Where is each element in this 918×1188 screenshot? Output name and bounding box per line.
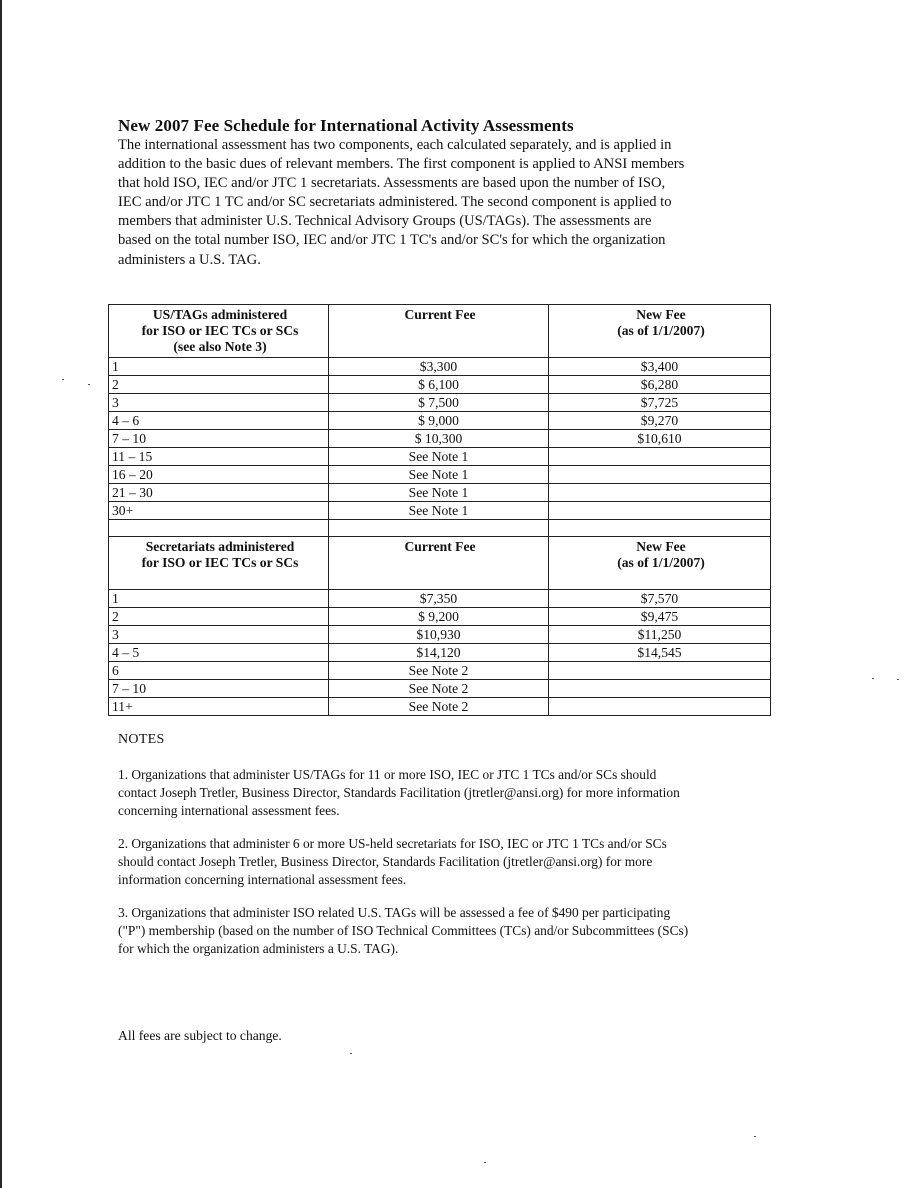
range-cell: 2 [109, 608, 329, 626]
intro-line: members that administer U.S. Technical Advisory Groups (US/TAGs). The assessments are [118, 213, 652, 230]
range-cell: 21 – 30 [109, 484, 329, 502]
fee-schedule-table [108, 304, 771, 716]
note-line: information concerning international assessment fees. [118, 872, 407, 887]
note-3 [118, 904, 768, 958]
new-fee-cell [549, 484, 771, 502]
scan-page-edge [0, 0, 2, 1188]
tag-range-header [109, 305, 329, 358]
note-1 [118, 766, 768, 820]
new-fee-cell: $14,545 [549, 644, 771, 662]
header-line: for ISO or IEC TCs or SCs [141, 323, 299, 338]
new-fee-cell: $9,475 [549, 608, 771, 626]
current-fee-cell: $ 9,200 [329, 608, 549, 626]
tag-current-fee-header [329, 305, 549, 358]
current-fee-cell: See Note 1 [329, 502, 549, 520]
header-line: New Fee [636, 539, 686, 554]
tag-row [109, 502, 771, 520]
new-fee-cell: $11,250 [549, 626, 771, 644]
range-cell: 1 [109, 358, 329, 376]
header-line: Current Fee [404, 307, 476, 322]
current-fee-cell: $ 9,000 [329, 412, 549, 430]
note-line: for which the organization administers a U.S. TAG). [118, 941, 399, 956]
scan-speck [754, 1136, 756, 1137]
header-line: (see also Note 3) [173, 339, 267, 354]
new-fee-cell [549, 680, 771, 698]
scan-speck [897, 679, 899, 680]
current-fee-cell: See Note 2 [329, 662, 549, 680]
scan-speck [88, 384, 90, 385]
current-fee-cell: $3,300 [329, 358, 549, 376]
range-cell: 11+ [109, 698, 329, 716]
tag-row [109, 484, 771, 502]
scan-speck [872, 678, 874, 679]
range-cell: 11 – 15 [109, 448, 329, 466]
tag-header-row [109, 305, 771, 358]
range-cell: 4 – 5 [109, 644, 329, 662]
range-cell: 2 [109, 376, 329, 394]
sec-row [109, 626, 771, 644]
note-line: 2. Organizations that administer 6 or more US-held secretariats for ISO, IEC or JTC 1 TCs and/or SCs [118, 836, 667, 851]
intro-paragraph [118, 136, 773, 270]
sec-row [109, 644, 771, 662]
current-fee-cell: $ 7,500 [329, 394, 549, 412]
tag-row [109, 448, 771, 466]
new-fee-cell: $10,610 [549, 430, 771, 448]
tag-row [109, 466, 771, 484]
current-fee-cell: See Note 1 [329, 484, 549, 502]
fees-disclaimer: All fees are subject to change. [118, 1028, 282, 1043]
current-fee-cell: $14,120 [329, 644, 549, 662]
intro-line: addition to the basic dues of relevant members. The first component is applied to ANSI members [118, 156, 685, 173]
current-fee-cell: See Note 2 [329, 680, 549, 698]
intro-line: The international assessment has two components, each calculated separately, and is applied in [118, 137, 672, 153]
header-line: (as of 1/1/2007) [617, 323, 705, 338]
range-cell: 7 – 10 [109, 680, 329, 698]
tag-row [109, 394, 771, 412]
new-fee-cell: $9,270 [549, 412, 771, 430]
note-line: contact Joseph Tretler, Business Director, Standards Facilitation (jtretler@ansi.org) for more information [118, 785, 680, 800]
sec-row [109, 608, 771, 626]
scan-speck [484, 1162, 486, 1163]
intro-line: administers a U.S. TAG. [118, 251, 261, 268]
current-fee-cell: $ 10,300 [329, 430, 549, 448]
current-fee-cell: $ 6,100 [329, 376, 549, 394]
range-cell: 3 [109, 626, 329, 644]
notes-heading: NOTES [118, 732, 165, 747]
range-cell: 30+ [109, 502, 329, 520]
scan-speck [62, 379, 64, 380]
secretariat-header-row [109, 537, 771, 590]
range-cell: 4 – 6 [109, 412, 329, 430]
range-cell: 16 – 20 [109, 466, 329, 484]
tag-row [109, 412, 771, 430]
header-line: (as of 1/1/2007) [617, 555, 705, 570]
intro-line: IEC and/or JTC 1 TC and/or SC secretariats administered. The second component is applied to [118, 194, 672, 211]
current-fee-cell: See Note 1 [329, 466, 549, 484]
header-line: for ISO or IEC TCs or SCs [141, 555, 299, 570]
current-fee-cell: See Note 2 [329, 698, 549, 716]
note-line: concerning international assessment fees. [118, 803, 340, 818]
current-fee-cell: $10,930 [329, 626, 549, 644]
note-line: 1. Organizations that administer US/TAGs for 11 or more ISO, IEC or JTC 1 TCs and/or SCs should [118, 767, 657, 782]
range-cell: 1 [109, 590, 329, 608]
range-cell: 3 [109, 394, 329, 412]
sec-range-header [109, 537, 329, 590]
tag-row [109, 376, 771, 394]
tag-rows [109, 358, 771, 520]
header-line: New Fee [636, 307, 686, 322]
new-fee-cell [549, 448, 771, 466]
intro-line: that hold ISO, IEC and/or JTC 1 secretariats. Assessments are based upon the number of ISO, [118, 175, 666, 192]
sec-row [109, 590, 771, 608]
range-cell: 6 [109, 662, 329, 680]
header-line: US/TAGs administered [152, 307, 288, 322]
header-line: Current Fee [404, 539, 476, 554]
new-fee-cell: $7,725 [549, 394, 771, 412]
spacer-row [109, 520, 771, 537]
intro-line: based on the total number ISO, IEC and/or JTC 1 TC's and/or SC's for which the organization [118, 232, 666, 249]
tag-new-fee-header [549, 305, 771, 358]
header-line: Secretariats administered [145, 539, 295, 554]
new-fee-cell [549, 662, 771, 680]
sec-current-fee-header [329, 537, 549, 590]
range-cell: 7 – 10 [109, 430, 329, 448]
note-line: should contact Joseph Tretler, Business Director, Standards Facilitation (jtretler@ansi.org) for more [118, 854, 653, 869]
new-fee-cell: $7,570 [549, 590, 771, 608]
new-fee-cell [549, 698, 771, 716]
sec-row [109, 680, 771, 698]
new-fee-cell: $6,280 [549, 376, 771, 394]
tag-row [109, 430, 771, 448]
current-fee-cell: $7,350 [329, 590, 549, 608]
current-fee-cell: See Note 1 [329, 448, 549, 466]
sec-row [109, 662, 771, 680]
note-line: ("P") membership (based on the number of ISO Technical Committees (TCs) and/or Subcommittees (SCs) [118, 923, 689, 938]
new-fee-cell [549, 502, 771, 520]
note-2 [118, 835, 768, 889]
scan-speck [350, 1053, 352, 1054]
document-title: New 2007 Fee Schedule for International Activity Assessments [118, 116, 574, 135]
tag-row [109, 358, 771, 376]
new-fee-cell: $3,400 [549, 358, 771, 376]
new-fee-cell [549, 466, 771, 484]
note-line: 3. Organizations that administer ISO related U.S. TAGs will be assessed a fee of $490 per participating [118, 905, 671, 920]
sec-row [109, 698, 771, 716]
sec-new-fee-header [549, 537, 771, 590]
secretariat-rows [109, 590, 771, 716]
